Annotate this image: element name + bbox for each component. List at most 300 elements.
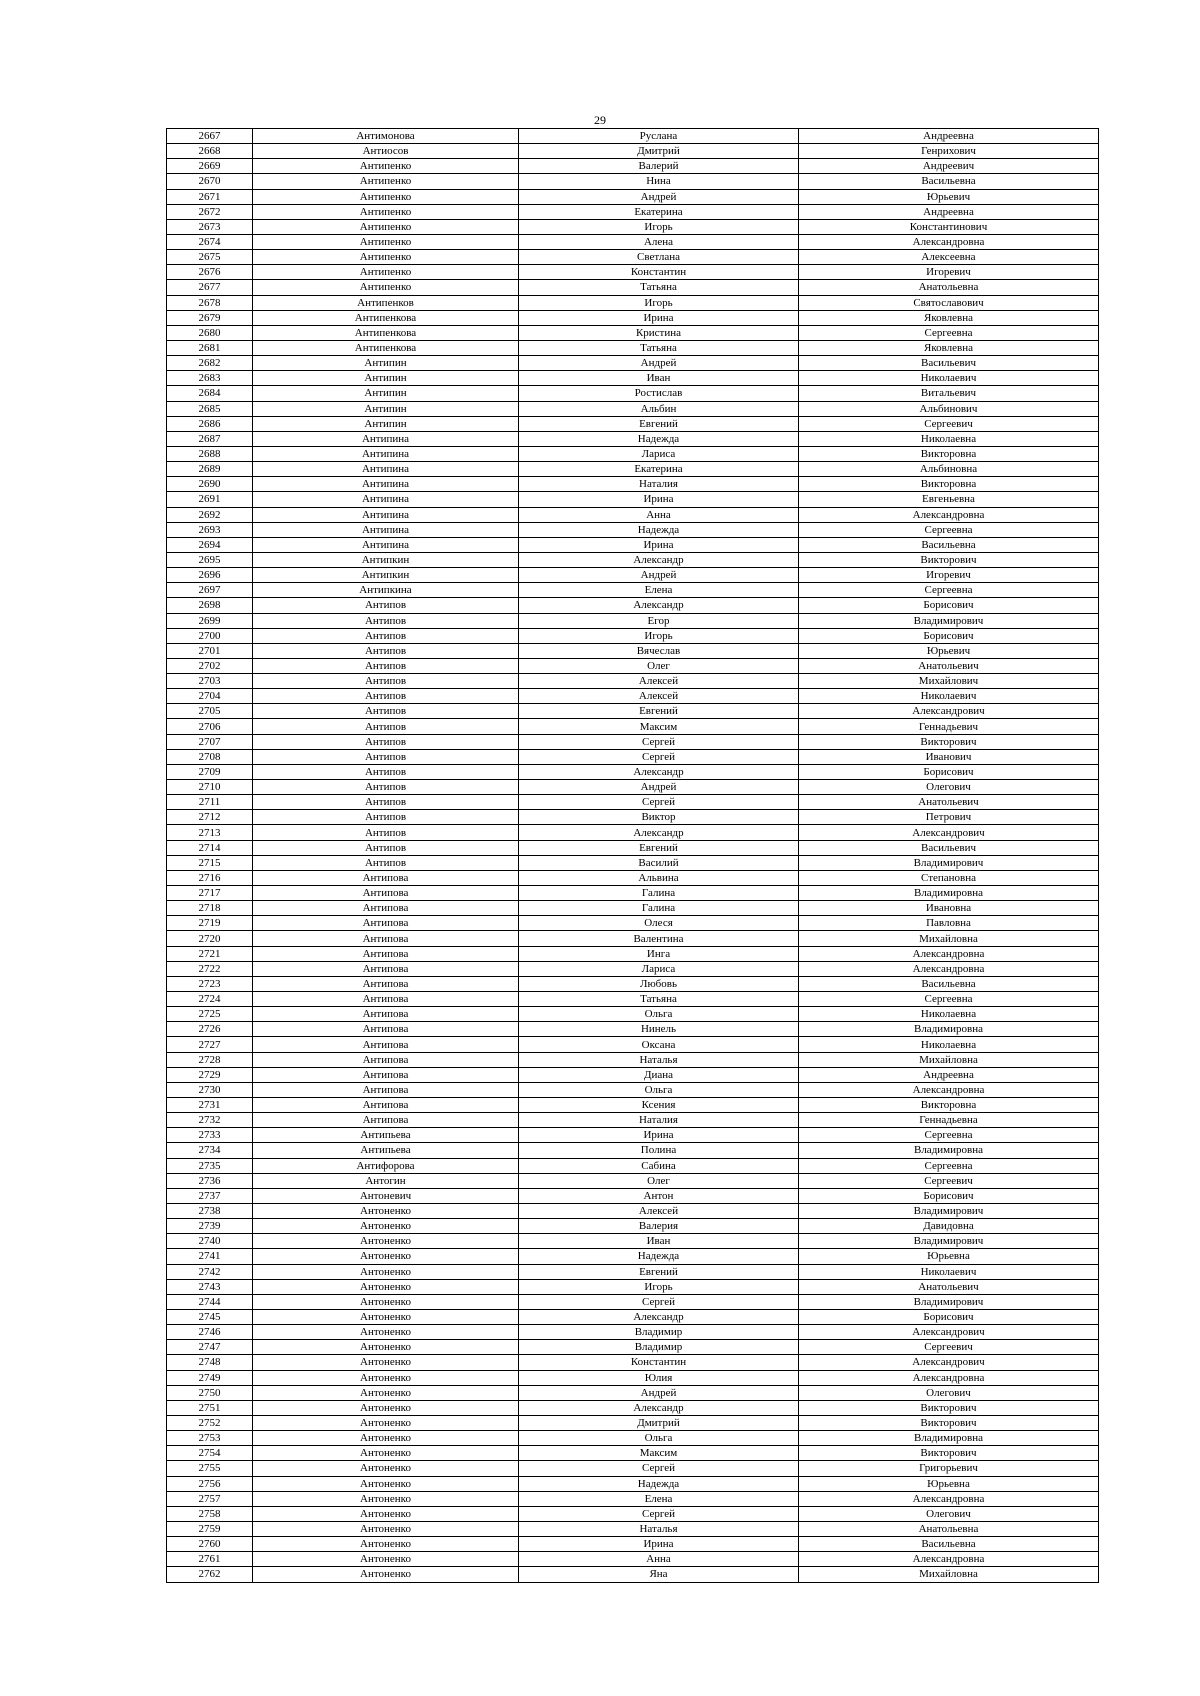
roster-table [166, 128, 1099, 1583]
table-row [167, 1400, 1099, 1415]
row-number-cell: 2713 [167, 825, 253, 840]
first-name-cell: Ирина [519, 1537, 799, 1552]
last-name-cell: Антипин [253, 416, 519, 431]
table-row [167, 1158, 1099, 1173]
first-name-cell: Сергей [519, 1294, 799, 1309]
table-row [167, 356, 1099, 371]
table-row [167, 280, 1099, 295]
first-name-cell: Валентина [519, 931, 799, 946]
table-row [167, 870, 1099, 885]
table-row [167, 159, 1099, 174]
table-row [167, 855, 1099, 870]
first-name-cell: Алексей [519, 674, 799, 689]
first-name-cell: Галина [519, 886, 799, 901]
row-number-cell: 2686 [167, 416, 253, 431]
table-row [167, 129, 1099, 144]
row-number-cell: 2678 [167, 295, 253, 310]
first-name-cell: Ольга [519, 1007, 799, 1022]
row-number-cell: 2695 [167, 552, 253, 567]
first-name-cell: Егор [519, 613, 799, 628]
row-number-cell: 2731 [167, 1098, 253, 1113]
row-number-cell: 2693 [167, 522, 253, 537]
row-number-cell: 2687 [167, 431, 253, 446]
patronymic-cell: Борисович [799, 1188, 1099, 1203]
patronymic-cell: Александровна [799, 961, 1099, 976]
last-name-cell: Антипов [253, 719, 519, 734]
patronymic-cell: Борисович [799, 1309, 1099, 1324]
row-number-cell: 2703 [167, 674, 253, 689]
first-name-cell: Антон [519, 1188, 799, 1203]
patronymic-cell: Анатольевич [799, 795, 1099, 810]
first-name-cell: Александр [519, 1400, 799, 1415]
table-row [167, 492, 1099, 507]
first-name-cell: Полина [519, 1143, 799, 1158]
row-number-cell: 2723 [167, 976, 253, 991]
first-name-cell: Оксана [519, 1037, 799, 1052]
patronymic-cell: Алексеевна [799, 250, 1099, 265]
row-number-cell: 2726 [167, 1022, 253, 1037]
patronymic-cell: Васильевна [799, 537, 1099, 552]
patronymic-cell: Сергеевна [799, 325, 1099, 340]
row-number-cell: 2750 [167, 1385, 253, 1400]
table-row [167, 825, 1099, 840]
last-name-cell: Антипова [253, 1098, 519, 1113]
table-row [167, 174, 1099, 189]
table-row [167, 1552, 1099, 1567]
table-row [167, 719, 1099, 734]
last-name-cell: Антипов [253, 598, 519, 613]
last-name-cell: Антипов [253, 795, 519, 810]
first-name-cell: Алексей [519, 689, 799, 704]
patronymic-cell: Андреевич [799, 159, 1099, 174]
patronymic-cell: Борисович [799, 764, 1099, 779]
last-name-cell: Антоненко [253, 1537, 519, 1552]
row-number-cell: 2702 [167, 658, 253, 673]
last-name-cell: Антипенко [253, 234, 519, 249]
last-name-cell: Антипова [253, 886, 519, 901]
first-name-cell: Олег [519, 1173, 799, 1188]
first-name-cell: Андрей [519, 356, 799, 371]
roster-table-body [167, 129, 1099, 1583]
last-name-cell: Антоневич [253, 1188, 519, 1203]
last-name-cell: Антипина [253, 492, 519, 507]
table-row [167, 477, 1099, 492]
row-number-cell: 2752 [167, 1415, 253, 1430]
table-row [167, 204, 1099, 219]
table-row [167, 704, 1099, 719]
last-name-cell: Антипенков [253, 295, 519, 310]
first-name-cell: Надежда [519, 431, 799, 446]
table-row [167, 1325, 1099, 1340]
first-name-cell: Александр [519, 598, 799, 613]
first-name-cell: Екатерина [519, 462, 799, 477]
last-name-cell: Антипов [253, 704, 519, 719]
patronymic-cell: Александровна [799, 1552, 1099, 1567]
patronymic-cell: Викторович [799, 552, 1099, 567]
row-number-cell: 2707 [167, 734, 253, 749]
first-name-cell: Руслана [519, 129, 799, 144]
last-name-cell: Антоненко [253, 1567, 519, 1582]
table-row [167, 416, 1099, 431]
table-row [167, 537, 1099, 552]
row-number-cell: 2667 [167, 129, 253, 144]
patronymic-cell: Григорьевич [799, 1461, 1099, 1476]
last-name-cell: Антоненко [253, 1234, 519, 1249]
first-name-cell: Алена [519, 234, 799, 249]
row-number-cell: 2719 [167, 916, 253, 931]
table-row [167, 295, 1099, 310]
patronymic-cell: Сергеевна [799, 1128, 1099, 1143]
row-number-cell: 2684 [167, 386, 253, 401]
last-name-cell: Антипова [253, 1113, 519, 1128]
last-name-cell: Антипина [253, 462, 519, 477]
row-number-cell: 2676 [167, 265, 253, 280]
table-row [167, 931, 1099, 946]
first-name-cell: Валерий [519, 159, 799, 174]
first-name-cell: Андрей [519, 1385, 799, 1400]
table-row [167, 250, 1099, 265]
table-row [167, 901, 1099, 916]
first-name-cell: Александр [519, 1309, 799, 1324]
patronymic-cell: Юрьевна [799, 1476, 1099, 1491]
first-name-cell: Ростислав [519, 386, 799, 401]
patronymic-cell: Владимировна [799, 1022, 1099, 1037]
row-number-cell: 2690 [167, 477, 253, 492]
first-name-cell: Нина [519, 174, 799, 189]
first-name-cell: Татьяна [519, 992, 799, 1007]
row-number-cell: 2674 [167, 234, 253, 249]
row-number-cell: 2732 [167, 1113, 253, 1128]
last-name-cell: Антипенко [253, 219, 519, 234]
patronymic-cell: Михайловна [799, 1567, 1099, 1582]
first-name-cell: Сергей [519, 1506, 799, 1521]
first-name-cell: Вячеслав [519, 643, 799, 658]
first-name-cell: Наталья [519, 1521, 799, 1536]
last-name-cell: Антипова [253, 931, 519, 946]
first-name-cell: Светлана [519, 250, 799, 265]
patronymic-cell: Борисович [799, 598, 1099, 613]
row-number-cell: 2739 [167, 1219, 253, 1234]
first-name-cell: Лариса [519, 961, 799, 976]
first-name-cell: Евгений [519, 416, 799, 431]
row-number-cell: 2728 [167, 1052, 253, 1067]
row-number-cell: 2735 [167, 1158, 253, 1173]
last-name-cell: Антипьева [253, 1128, 519, 1143]
first-name-cell: Алексей [519, 1203, 799, 1218]
last-name-cell: Антипенко [253, 265, 519, 280]
row-number-cell: 2672 [167, 204, 253, 219]
last-name-cell: Антипов [253, 613, 519, 628]
row-number-cell: 2691 [167, 492, 253, 507]
last-name-cell: Антипин [253, 401, 519, 416]
last-name-cell: Антипова [253, 961, 519, 976]
last-name-cell: Антоненко [253, 1264, 519, 1279]
last-name-cell: Антипова [253, 1007, 519, 1022]
patronymic-cell: Васильевна [799, 174, 1099, 189]
patronymic-cell: Александрович [799, 1325, 1099, 1340]
table-row [167, 1279, 1099, 1294]
row-number-cell: 2671 [167, 189, 253, 204]
row-number-cell: 2736 [167, 1173, 253, 1188]
patronymic-cell: Олегович [799, 780, 1099, 795]
first-name-cell: Наталия [519, 1113, 799, 1128]
row-number-cell: 2721 [167, 946, 253, 961]
patronymic-cell: Сергеевич [799, 1340, 1099, 1355]
first-name-cell: Дмитрий [519, 144, 799, 159]
table-row [167, 325, 1099, 340]
patronymic-cell: Викторович [799, 1400, 1099, 1415]
last-name-cell: Антипенко [253, 159, 519, 174]
last-name-cell: Антипов [253, 674, 519, 689]
table-row [167, 1067, 1099, 1082]
patronymic-cell: Яковлевна [799, 340, 1099, 355]
table-row [167, 840, 1099, 855]
table-row [167, 144, 1099, 159]
last-name-cell: Антипина [253, 537, 519, 552]
first-name-cell: Игорь [519, 1279, 799, 1294]
patronymic-cell: Анатольевич [799, 1279, 1099, 1294]
table-row [167, 1082, 1099, 1097]
table-row [167, 916, 1099, 931]
table-row [167, 1355, 1099, 1370]
row-number-cell: 2711 [167, 795, 253, 810]
first-name-cell: Лариса [519, 446, 799, 461]
row-number-cell: 2712 [167, 810, 253, 825]
table-row [167, 1309, 1099, 1324]
first-name-cell: Максим [519, 1446, 799, 1461]
patronymic-cell: Евгеньевна [799, 492, 1099, 507]
table-row [167, 613, 1099, 628]
patronymic-cell: Святославович [799, 295, 1099, 310]
last-name-cell: Антимонова [253, 129, 519, 144]
table-row [167, 795, 1099, 810]
patronymic-cell: Викторович [799, 1415, 1099, 1430]
row-number-cell: 2697 [167, 583, 253, 598]
first-name-cell: Андрей [519, 189, 799, 204]
patronymic-cell: Сергеевич [799, 416, 1099, 431]
table-row [167, 1219, 1099, 1234]
table-row [167, 310, 1099, 325]
patronymic-cell: Михайлович [799, 674, 1099, 689]
last-name-cell: Антоненко [253, 1521, 519, 1536]
row-number-cell: 2748 [167, 1355, 253, 1370]
row-number-cell: 2724 [167, 992, 253, 1007]
patronymic-cell: Витальевич [799, 386, 1099, 401]
table-row [167, 658, 1099, 673]
table-row [167, 401, 1099, 416]
last-name-cell: Антипов [253, 749, 519, 764]
first-name-cell: Владимир [519, 1340, 799, 1355]
patronymic-cell: Олегович [799, 1506, 1099, 1521]
last-name-cell: Антиосов [253, 144, 519, 159]
last-name-cell: Антоненко [253, 1294, 519, 1309]
table-row [167, 780, 1099, 795]
patronymic-cell: Альбинович [799, 401, 1099, 416]
last-name-cell: Антипов [253, 840, 519, 855]
last-name-cell: Антоненко [253, 1415, 519, 1430]
patronymic-cell: Васильевна [799, 976, 1099, 991]
first-name-cell: Василий [519, 855, 799, 870]
last-name-cell: Антоненко [253, 1203, 519, 1218]
table-row [167, 1037, 1099, 1052]
row-number-cell: 2699 [167, 613, 253, 628]
row-number-cell: 2681 [167, 340, 253, 355]
row-number-cell: 2673 [167, 219, 253, 234]
first-name-cell: Нинель [519, 1022, 799, 1037]
first-name-cell: Инга [519, 946, 799, 961]
table-row [167, 265, 1099, 280]
table-row [167, 1461, 1099, 1476]
first-name-cell: Елена [519, 583, 799, 598]
table-row [167, 1491, 1099, 1506]
first-name-cell: Надежда [519, 1249, 799, 1264]
last-name-cell: Антоненко [253, 1385, 519, 1400]
first-name-cell: Константин [519, 265, 799, 280]
table-row [167, 1537, 1099, 1552]
row-number-cell: 2698 [167, 598, 253, 613]
last-name-cell: Антипенкова [253, 325, 519, 340]
patronymic-cell: Игоревич [799, 568, 1099, 583]
table-row [167, 446, 1099, 461]
last-name-cell: Антифорова [253, 1158, 519, 1173]
first-name-cell: Татьяна [519, 340, 799, 355]
last-name-cell: Антоненко [253, 1506, 519, 1521]
table-row [167, 371, 1099, 386]
row-number-cell: 2701 [167, 643, 253, 658]
last-name-cell: Антипин [253, 371, 519, 386]
first-name-cell: Альбин [519, 401, 799, 416]
patronymic-cell: Михайловна [799, 1052, 1099, 1067]
table-row [167, 946, 1099, 961]
first-name-cell: Елена [519, 1491, 799, 1506]
row-number-cell: 2744 [167, 1294, 253, 1309]
patronymic-cell: Васильевич [799, 356, 1099, 371]
last-name-cell: Антипов [253, 825, 519, 840]
last-name-cell: Антипова [253, 1082, 519, 1097]
patronymic-cell: Сергеевна [799, 992, 1099, 1007]
last-name-cell: Антипов [253, 810, 519, 825]
patronymic-cell: Альбиновна [799, 462, 1099, 477]
table-row [167, 1188, 1099, 1203]
table-row [167, 674, 1099, 689]
table-row [167, 1173, 1099, 1188]
patronymic-cell: Игоревич [799, 265, 1099, 280]
patronymic-cell: Васильевна [799, 1537, 1099, 1552]
patronymic-cell: Юрьевна [799, 1249, 1099, 1264]
row-number-cell: 2679 [167, 310, 253, 325]
table-row [167, 643, 1099, 658]
row-number-cell: 2729 [167, 1067, 253, 1082]
first-name-cell: Игорь [519, 219, 799, 234]
patronymic-cell: Анатольевна [799, 1521, 1099, 1536]
row-number-cell: 2718 [167, 901, 253, 916]
table-row [167, 1128, 1099, 1143]
row-number-cell: 2715 [167, 855, 253, 870]
table-row [167, 568, 1099, 583]
first-name-cell: Анна [519, 1552, 799, 1567]
patronymic-cell: Николаевич [799, 1264, 1099, 1279]
last-name-cell: Антоненко [253, 1446, 519, 1461]
first-name-cell: Наталья [519, 1052, 799, 1067]
first-name-cell: Владимир [519, 1325, 799, 1340]
last-name-cell: Антипьева [253, 1143, 519, 1158]
row-number-cell: 2700 [167, 628, 253, 643]
table-row [167, 961, 1099, 976]
last-name-cell: Антоненко [253, 1325, 519, 1340]
row-number-cell: 2734 [167, 1143, 253, 1158]
patronymic-cell: Владимировна [799, 1431, 1099, 1446]
row-number-cell: 2749 [167, 1370, 253, 1385]
table-row [167, 1340, 1099, 1355]
row-number-cell: 2740 [167, 1234, 253, 1249]
row-number-cell: 2710 [167, 780, 253, 795]
row-number-cell: 2682 [167, 356, 253, 371]
last-name-cell: Антоненко [253, 1552, 519, 1567]
row-number-cell: 2727 [167, 1037, 253, 1052]
first-name-cell: Юлия [519, 1370, 799, 1385]
patronymic-cell: Николаевна [799, 1037, 1099, 1052]
last-name-cell: Антипов [253, 780, 519, 795]
row-number-cell: 2754 [167, 1446, 253, 1461]
table-row [167, 1234, 1099, 1249]
last-name-cell: Антипина [253, 446, 519, 461]
last-name-cell: Антипина [253, 431, 519, 446]
table-row [167, 628, 1099, 643]
patronymic-cell: Геннадьевич [799, 719, 1099, 734]
last-name-cell: Антипина [253, 522, 519, 537]
table-row [167, 1007, 1099, 1022]
first-name-cell: Андрей [519, 780, 799, 795]
row-number-cell: 2761 [167, 1552, 253, 1567]
patronymic-cell: Александрович [799, 704, 1099, 719]
patronymic-cell: Николаевна [799, 1007, 1099, 1022]
patronymic-cell: Ивановна [799, 901, 1099, 916]
row-number-cell: 2668 [167, 144, 253, 159]
patronymic-cell: Михайловна [799, 931, 1099, 946]
last-name-cell: Антипенко [253, 280, 519, 295]
patronymic-cell: Анатольевич [799, 658, 1099, 673]
row-number-cell: 2753 [167, 1431, 253, 1446]
last-name-cell: Антипова [253, 901, 519, 916]
first-name-cell: Сергей [519, 749, 799, 764]
table-row [167, 189, 1099, 204]
patronymic-cell: Николаевич [799, 371, 1099, 386]
last-name-cell: Антипова [253, 916, 519, 931]
last-name-cell: Антипова [253, 1022, 519, 1037]
first-name-cell: Сергей [519, 1461, 799, 1476]
patronymic-cell: Юрьевич [799, 643, 1099, 658]
table-row [167, 1446, 1099, 1461]
first-name-cell: Олег [519, 658, 799, 673]
row-number-cell: 2730 [167, 1082, 253, 1097]
patronymic-cell: Сергеевна [799, 1158, 1099, 1173]
last-name-cell: Антоненко [253, 1476, 519, 1491]
table-row [167, 431, 1099, 446]
first-name-cell: Олеся [519, 916, 799, 931]
patronymic-cell: Викторовна [799, 477, 1099, 492]
last-name-cell: Антипова [253, 1037, 519, 1052]
patronymic-cell: Васильевич [799, 840, 1099, 855]
table-row [167, 749, 1099, 764]
first-name-cell: Ирина [519, 1128, 799, 1143]
patronymic-cell: Андреевна [799, 204, 1099, 219]
patronymic-cell: Павловна [799, 916, 1099, 931]
patronymic-cell: Александровна [799, 1370, 1099, 1385]
table-row [167, 1143, 1099, 1158]
table-row [167, 234, 1099, 249]
table-row [167, 340, 1099, 355]
last-name-cell: Антипина [253, 477, 519, 492]
